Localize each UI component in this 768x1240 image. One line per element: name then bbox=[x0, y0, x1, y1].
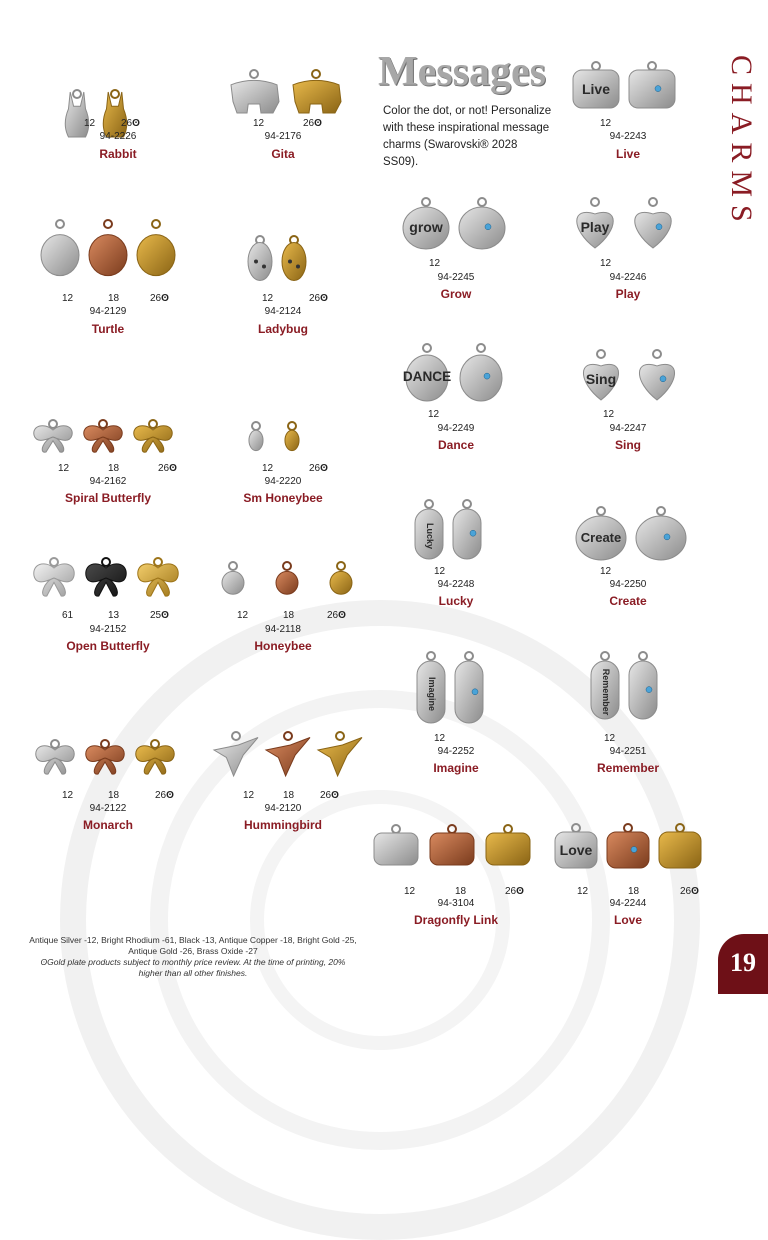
hummingbird-charm-2 bbox=[264, 730, 312, 780]
finish-code: 12 bbox=[603, 409, 615, 420]
turtle-finish-3 bbox=[150, 293, 169, 304]
create-product-code: 94-2250 bbox=[609, 579, 647, 590]
live-finish-1 bbox=[600, 118, 611, 129]
rabbit-product-code: 94-2226 bbox=[99, 131, 137, 142]
hummingbird-finish-3 bbox=[320, 790, 339, 801]
grow-charm-2 bbox=[456, 196, 508, 252]
monarch-finish-1 bbox=[62, 790, 73, 801]
open-butterfly-product-code: 94-2152 bbox=[89, 624, 127, 635]
dragonfly-link-finish-3 bbox=[505, 886, 524, 897]
love-charm-2 bbox=[604, 822, 652, 872]
love-charm-1 bbox=[552, 822, 600, 872]
rabbit-product-name: Rabbit bbox=[99, 147, 137, 161]
dragonfly-link-finish-2 bbox=[455, 886, 466, 897]
sing-charm-text: Sing bbox=[585, 371, 617, 387]
live-charm-text: Live bbox=[581, 81, 611, 97]
create-charm-2 bbox=[633, 505, 689, 563]
finish-code: 12 bbox=[404, 886, 416, 897]
create-product-name: Create bbox=[609, 594, 647, 608]
love-charm-images bbox=[552, 822, 704, 872]
create-charm-images bbox=[573, 505, 689, 563]
finish-code: 26 bbox=[121, 118, 133, 129]
monarch-product-code: 94-2122 bbox=[89, 803, 127, 814]
ladybug-finish-2 bbox=[309, 293, 328, 304]
sm-honeybee-finish-1 bbox=[262, 463, 273, 474]
finish-code: 12 bbox=[434, 733, 446, 744]
gold-price-mark-icon: ʘ bbox=[320, 463, 328, 474]
monarch-charm-3 bbox=[132, 738, 178, 778]
live-charm-2 bbox=[626, 60, 678, 112]
gold-price-mark-icon: ʘ bbox=[338, 610, 346, 621]
love-charm-text: Love bbox=[559, 842, 593, 858]
hummingbird-product-code: 94-2120 bbox=[264, 803, 302, 814]
hummingbird-finish-1 bbox=[243, 790, 254, 801]
dance-product-name: Dance bbox=[437, 438, 475, 452]
turtle-charm-2 bbox=[86, 218, 130, 282]
ladybug-product-name: Ladybug bbox=[258, 322, 308, 336]
spiral-butterfly-finish-3 bbox=[158, 463, 177, 474]
ladybug-product-code: 94-2124 bbox=[264, 306, 302, 317]
gita-product-name: Gita bbox=[271, 147, 295, 161]
spiral-butterfly-finish-2 bbox=[108, 463, 119, 474]
finish-code: 12 bbox=[604, 733, 616, 744]
finish-code: 12 bbox=[600, 566, 612, 577]
play-charm-images bbox=[568, 196, 680, 252]
lucky-finish-1 bbox=[434, 566, 445, 577]
turtle-product-name: Turtle bbox=[91, 322, 125, 336]
love-finish-1 bbox=[577, 886, 588, 897]
gita-charm-2 bbox=[287, 68, 345, 116]
honeybee-charm-1 bbox=[208, 560, 258, 598]
love-charm-3 bbox=[656, 822, 704, 872]
lucky-product-name: Lucky bbox=[438, 594, 474, 608]
grow-charm-1 bbox=[400, 196, 452, 252]
imagine-charm-1 bbox=[414, 650, 448, 726]
love-product-name: Love bbox=[613, 913, 643, 927]
finish-code: 13 bbox=[108, 610, 120, 621]
dance-product-code: 94-2249 bbox=[437, 423, 475, 434]
dragonfly-link-charm-3 bbox=[482, 823, 534, 871]
create-charm-text: Create bbox=[580, 530, 622, 545]
ladybug-charm-images bbox=[245, 234, 309, 284]
finish-code: 26 bbox=[309, 463, 321, 474]
sing-finish-1 bbox=[603, 409, 614, 420]
monarch-finish-3 bbox=[155, 790, 174, 801]
turtle-finish-2 bbox=[108, 293, 119, 304]
finish-code: 18 bbox=[628, 886, 640, 897]
monarch-product-name: Monarch bbox=[82, 818, 134, 832]
grow-product-name: Grow bbox=[440, 287, 472, 301]
play-product-code: 94-2246 bbox=[609, 272, 647, 283]
dance-charm-text: DANCE bbox=[402, 369, 452, 384]
finish-code: 12 bbox=[600, 118, 612, 129]
page-number: 19 bbox=[718, 934, 768, 994]
dragonfly-link-charm-2 bbox=[426, 823, 478, 871]
finish-code: 12 bbox=[577, 886, 589, 897]
finish-code: 26 bbox=[309, 293, 321, 304]
hummingbird-charm-1 bbox=[212, 730, 260, 780]
open-butterfly-product-name: Open Butterfly bbox=[66, 639, 150, 653]
gita-finish-2 bbox=[303, 118, 322, 129]
honeybee-product-code: 94-2118 bbox=[265, 624, 301, 635]
spiral-butterfly-charm-1 bbox=[30, 418, 76, 456]
spiral-butterfly-product-code: 94-2162 bbox=[89, 476, 127, 487]
gold-price-mark-icon: ʘ bbox=[161, 293, 169, 304]
finish-code: 12 bbox=[262, 463, 274, 474]
finish-code: 26 bbox=[303, 118, 315, 129]
honeybee-charm-2 bbox=[262, 560, 312, 598]
finish-code: 25 bbox=[150, 610, 162, 621]
live-charm-images bbox=[570, 60, 678, 112]
spiral-butterfly-charm-2 bbox=[80, 418, 126, 456]
dance-charm-2 bbox=[456, 342, 506, 404]
gold-price-mark-icon: ʘ bbox=[516, 886, 524, 897]
finish-code: 12 bbox=[253, 118, 265, 129]
spiral-butterfly-charm-3 bbox=[130, 418, 176, 456]
grow-charm-images bbox=[400, 196, 508, 252]
open-butterfly-finish-3 bbox=[150, 610, 169, 621]
hummingbird-finish-2 bbox=[283, 790, 294, 801]
play-charm-2 bbox=[626, 196, 680, 252]
lucky-charm-2 bbox=[450, 498, 484, 562]
finish-code: 12 bbox=[237, 610, 249, 621]
imagine-finish-1 bbox=[434, 733, 445, 744]
turtle-charm-1 bbox=[38, 218, 82, 282]
chapter-label: CHARMS bbox=[725, 55, 758, 230]
finish-code: 12 bbox=[84, 118, 96, 129]
finish-code: 12 bbox=[434, 566, 446, 577]
open-butterfly-finish-1 bbox=[62, 610, 73, 621]
gita-product-code: 94-2176 bbox=[264, 131, 302, 142]
finish-code: 12 bbox=[58, 463, 70, 474]
section-title: Messages bbox=[378, 49, 546, 95]
imagine-product-name: Imagine bbox=[433, 761, 479, 775]
create-finish-1 bbox=[600, 566, 611, 577]
sing-charm-2 bbox=[631, 348, 683, 404]
finish-code: 12 bbox=[429, 258, 441, 269]
hummingbird-charm-images bbox=[212, 730, 364, 780]
finish-code: 26 bbox=[505, 886, 517, 897]
hummingbird-charm-3 bbox=[316, 730, 364, 780]
finish-code: 18 bbox=[108, 463, 120, 474]
love-product-code: 94-2244 bbox=[609, 898, 647, 909]
rabbit-finish-1 bbox=[84, 118, 95, 129]
spiral-butterfly-finish-1 bbox=[58, 463, 69, 474]
remember-charm-1 bbox=[588, 650, 622, 722]
sing-product-name: Sing bbox=[615, 438, 641, 452]
remember-charm-images bbox=[588, 650, 660, 722]
sing-charm-1 bbox=[575, 348, 627, 404]
live-product-code: 94-2243 bbox=[609, 131, 647, 142]
remember-finish-1 bbox=[604, 733, 615, 744]
open-butterfly-finish-2 bbox=[108, 610, 119, 621]
play-charm-1 bbox=[568, 196, 622, 252]
finish-code: 18 bbox=[455, 886, 467, 897]
sm-honeybee-product-code: 94-2220 bbox=[264, 476, 302, 487]
finish-code: 18 bbox=[108, 293, 120, 304]
sing-charm-images bbox=[575, 348, 683, 404]
play-product-name: Play bbox=[615, 287, 641, 301]
dance-charm-1 bbox=[402, 342, 452, 404]
rabbit-finish-2 bbox=[121, 118, 140, 129]
footnote bbox=[28, 935, 358, 979]
finish-code: 26 bbox=[320, 790, 332, 801]
rabbit-charm-1 bbox=[60, 88, 94, 140]
honeybee-product-name: Honeybee bbox=[254, 639, 312, 653]
honeybee-charm-images bbox=[208, 560, 366, 598]
finish-code: 12 bbox=[62, 293, 74, 304]
finish-code: 61 bbox=[62, 610, 74, 621]
open-butterfly-charm-1 bbox=[30, 556, 78, 600]
finish-code: 26 bbox=[150, 293, 162, 304]
monarch-finish-2 bbox=[108, 790, 119, 801]
gita-charm-images bbox=[225, 68, 345, 116]
finishes-legend: Antique Silver -12, Bright Rhodium -61, Black -13, Antique Copper -18, Bright Gold -25, Antique Gold -26, Brass Oxide -27 bbox=[29, 935, 357, 956]
lucky-product-code: 94-2248 bbox=[437, 579, 475, 590]
hummingbird-product-name: Hummingbird bbox=[244, 818, 322, 832]
imagine-charm-text: Imagine bbox=[427, 676, 437, 712]
finish-code: 26 bbox=[155, 790, 167, 801]
turtle-charm-3 bbox=[134, 218, 178, 282]
gold-note: ʘGold plate products subject to monthly price review. At the time of printing, 20% higher than all other finishes. bbox=[40, 957, 346, 978]
dance-charm-images bbox=[402, 342, 506, 404]
gita-finish-1 bbox=[253, 118, 264, 129]
lucky-charm-1 bbox=[412, 498, 446, 562]
create-charm-1 bbox=[573, 505, 629, 563]
finish-code: 12 bbox=[243, 790, 255, 801]
turtle-product-code: 94-2129 bbox=[89, 306, 127, 317]
grow-charm-text: grow bbox=[409, 219, 443, 235]
open-butterfly-charm-3 bbox=[134, 556, 182, 600]
finish-code: 26 bbox=[158, 463, 170, 474]
monarch-charm-images bbox=[32, 738, 178, 778]
dragonfly-link-product-name: Dragonfly Link bbox=[413, 913, 499, 927]
honeybee-finish-3 bbox=[327, 610, 346, 621]
dragonfly-link-finish-1 bbox=[404, 886, 415, 897]
sm-honeybee-charm-images bbox=[240, 420, 308, 454]
finish-code: 18 bbox=[283, 790, 295, 801]
gold-price-mark-icon: ʘ bbox=[320, 293, 328, 304]
remember-product-code: 94-2251 bbox=[609, 746, 647, 757]
finish-code: 12 bbox=[62, 790, 74, 801]
finish-code: 12 bbox=[262, 293, 274, 304]
grow-finish-1 bbox=[429, 258, 440, 269]
spiral-butterfly-product-name: Spiral Butterfly bbox=[64, 491, 152, 505]
imagine-charm-2 bbox=[452, 650, 486, 726]
gold-price-mark-icon: ʘ bbox=[169, 463, 177, 474]
finish-code: 18 bbox=[108, 790, 120, 801]
ladybug-charm-1 bbox=[245, 234, 275, 284]
finish-code: 26 bbox=[327, 610, 339, 621]
sm-honeybee-charm-1 bbox=[240, 420, 272, 454]
live-charm-1 bbox=[570, 60, 622, 112]
gita-charm-1 bbox=[225, 68, 283, 116]
imagine-product-code: 94-2252 bbox=[437, 746, 475, 757]
play-charm-text: Play bbox=[580, 219, 610, 235]
love-finish-3 bbox=[680, 886, 699, 897]
finish-code: 12 bbox=[428, 409, 440, 420]
gold-price-mark-icon: ʘ bbox=[331, 790, 339, 801]
sm-honeybee-charm-2 bbox=[276, 420, 308, 454]
play-finish-1 bbox=[600, 258, 611, 269]
lucky-charm-images bbox=[412, 498, 484, 562]
turtle-charm-images bbox=[38, 218, 178, 282]
monarch-charm-1 bbox=[32, 738, 78, 778]
ladybug-finish-1 bbox=[262, 293, 273, 304]
spiral-butterfly-charm-images bbox=[30, 418, 176, 456]
gold-price-mark-icon: ʘ bbox=[691, 886, 699, 897]
honeybee-finish-2 bbox=[283, 610, 294, 621]
dance-finish-1 bbox=[428, 409, 439, 420]
finish-code: 12 bbox=[600, 258, 612, 269]
remember-charm-2 bbox=[626, 650, 660, 722]
love-finish-2 bbox=[628, 886, 639, 897]
turtle-finish-1 bbox=[62, 293, 73, 304]
section-description: Color the dot, or not! Personalize with these inspirational message charms (Swarovski® 2028 SS09). bbox=[383, 105, 552, 168]
grow-product-code: 94-2245 bbox=[437, 272, 475, 283]
remember-product-name: Remember bbox=[596, 761, 660, 775]
live-product-name: Live bbox=[615, 147, 641, 161]
lucky-charm-text: Lucky bbox=[425, 522, 435, 550]
gold-price-mark-icon: ʘ bbox=[161, 610, 169, 621]
sing-product-code: 94-2247 bbox=[609, 423, 647, 434]
ladybug-charm-2 bbox=[279, 234, 309, 284]
dragonfly-link-charm-1 bbox=[370, 823, 422, 871]
finish-code: 26 bbox=[680, 886, 692, 897]
honeybee-finish-1 bbox=[237, 610, 248, 621]
gold-price-mark-icon: ʘ bbox=[314, 118, 322, 129]
gold-price-mark-icon: ʘ bbox=[132, 118, 140, 129]
open-butterfly-charm-2 bbox=[82, 556, 130, 600]
gold-price-mark-icon: ʘ bbox=[166, 790, 174, 801]
monarch-charm-2 bbox=[82, 738, 128, 778]
dragonfly-link-product-code: 94-3104 bbox=[437, 898, 475, 909]
remember-charm-text: Remember bbox=[601, 668, 611, 716]
dragonfly-link-charm-images bbox=[370, 823, 534, 871]
sm-honeybee-finish-2 bbox=[309, 463, 328, 474]
finish-code: 18 bbox=[283, 610, 295, 621]
sm-honeybee-product-name: Sm Honeybee bbox=[243, 491, 323, 505]
open-butterfly-charm-images bbox=[30, 556, 182, 600]
honeybee-charm-3 bbox=[316, 560, 366, 598]
imagine-charm-images bbox=[414, 650, 486, 726]
